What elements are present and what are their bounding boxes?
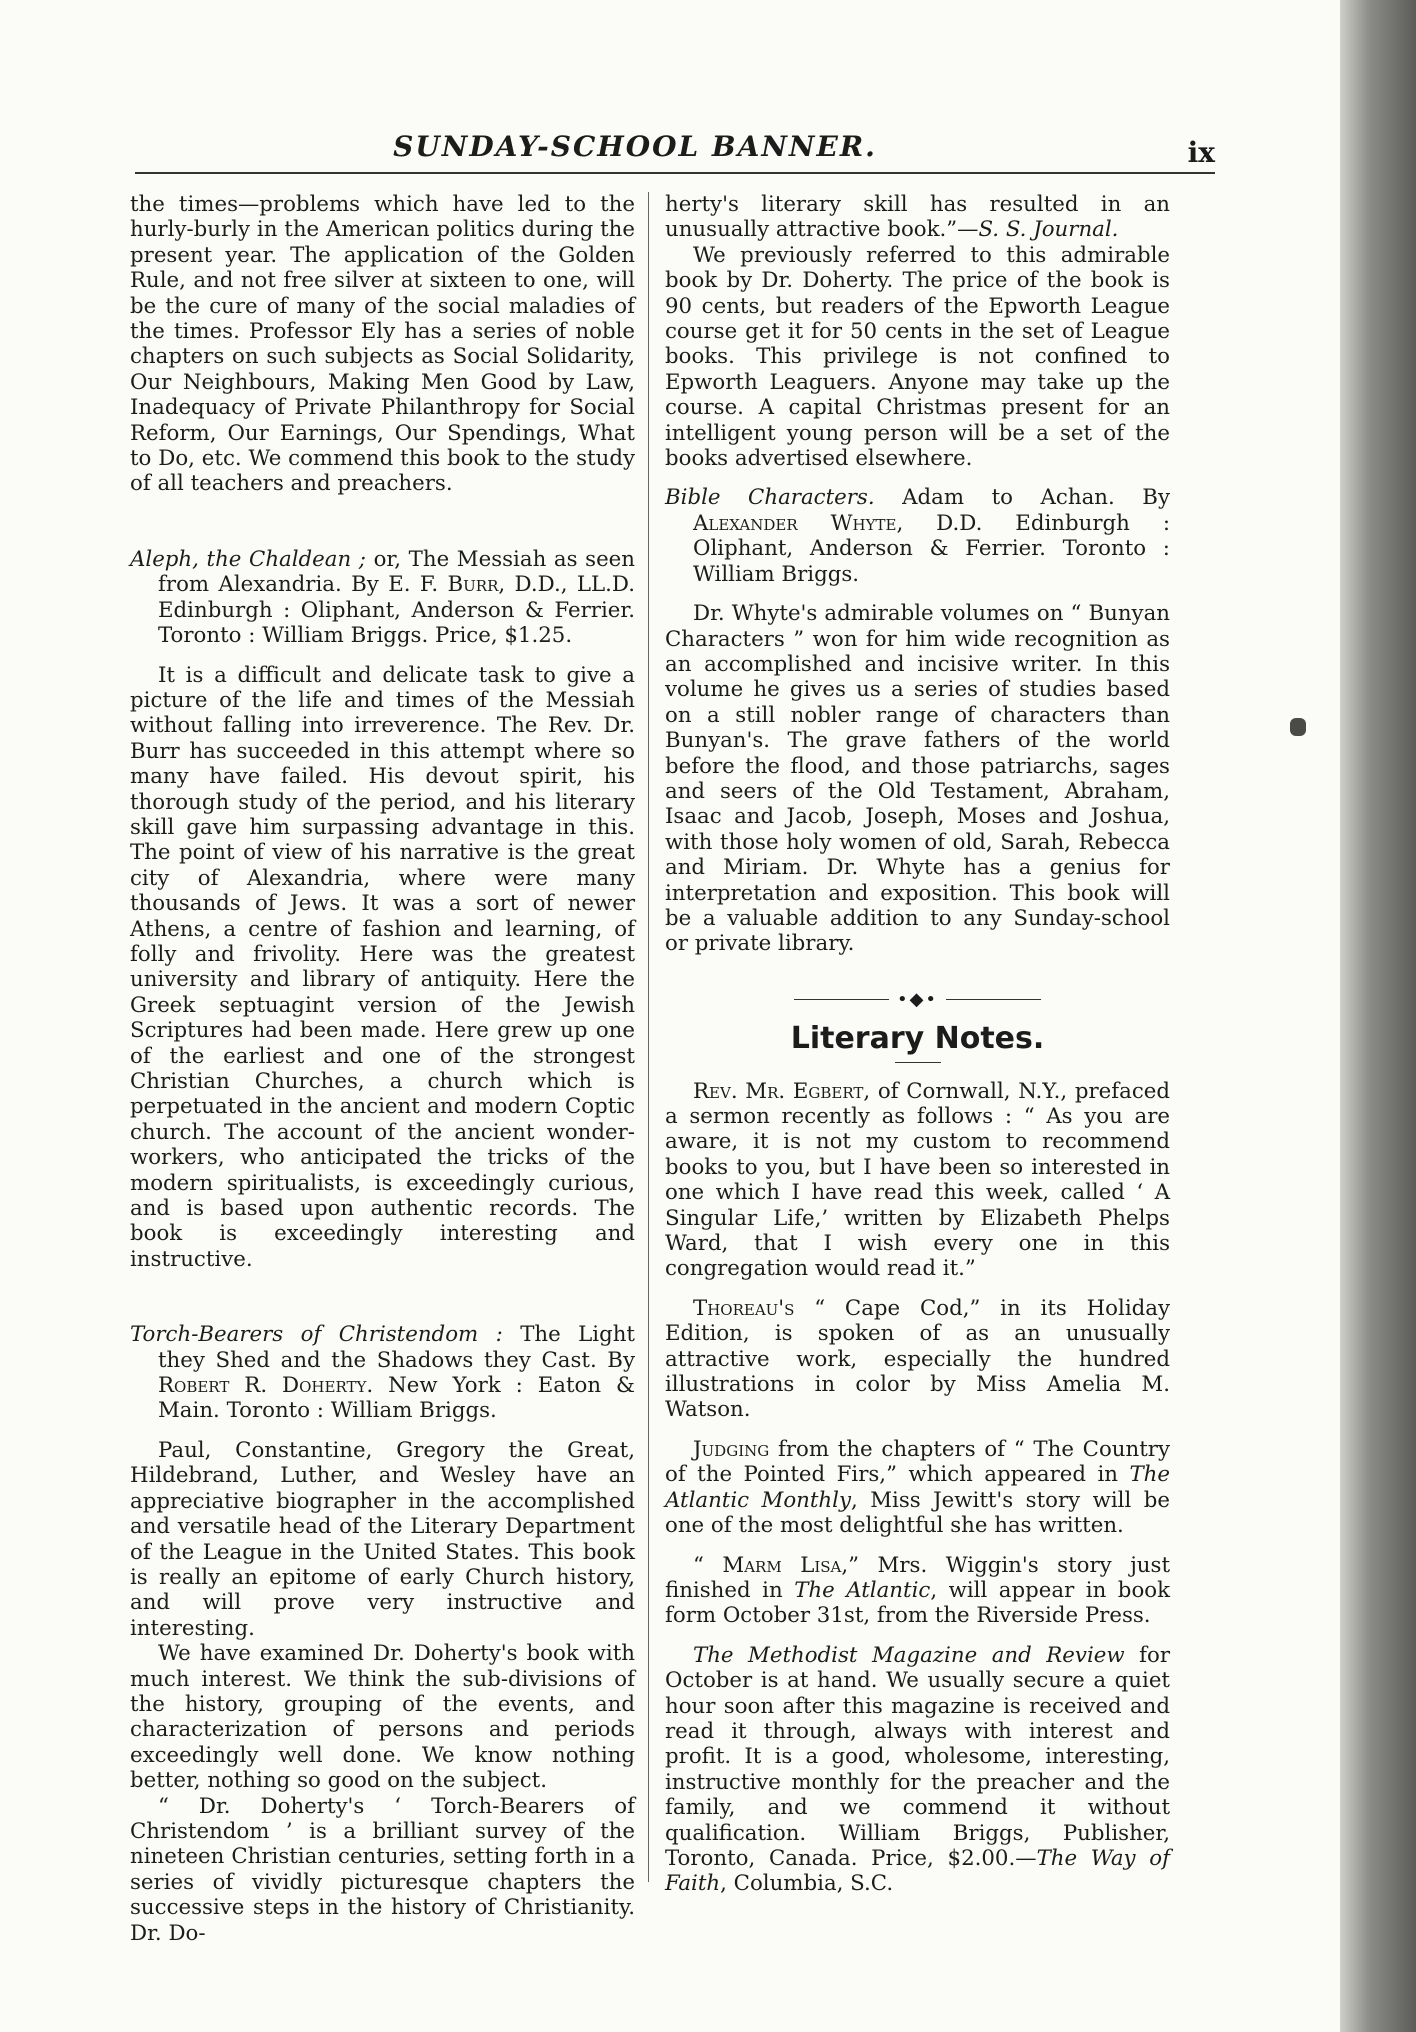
paragraph: We previously referred to this admirable book by Dr. Doherty. The price of the book is 90 cents, but readers of the Epworth League course get it for 50 cents in the set of League books. This privilege is not confined to Epworth Leaguers. Anyone may take up the course. A capital Christmas present for an intelligent young person will be a set of the books advertised elsewhere. (665, 242, 1170, 472)
book-citation-bible: Bible Characters. Adam to Achan. By Alexander Whyte, D.D. Edinburgh : Oliphant, Anderson & Ferrier. Toronto : William Briggs. (665, 485, 1171, 587)
author-name: Robert R. Doherty (158, 1373, 367, 1399)
paragraph: Dr. Whyte's admirable volumes on “ Bunyan Characters ” won for him wide recognition as an accomplished and incisive writer. In this volume he gives us a series of studies based on a still nobler range of characters than Bunyan's. The grave fathers of the world before the flood, and those patriarchs, sages and seers of the Old Testament, Abraham, Isaac and Jacob, Joseph, Moses and Joshua, with those holy women of old, Sarah, Rebecca and Miriam. Dr. Whyte has a genius for interpretation and exposition. This book will be a valuable addition to any Sunday-school or private library. (665, 601, 1170, 957)
right-column (665, 192, 1170, 1897)
note-paragraph: Thoreau's “ Cape Cod,” in its Holiday Edition, is spoken of as an unusually attractive work, especially the hundred illustrations in color by Miss Amelia M. Watson. (665, 1295, 1170, 1423)
source-name: S. S. Journal. (978, 217, 1119, 243)
book-citation-aleph: Aleph, the Chaldean ; or, The Messiah as seen from Alexandria. By E. F. Burr, D.D., LL.D. Edinburgh : Oliphant, Anderson & Ferrier. Toronto : William Briggs. Price, $1.25. (130, 546, 635, 649)
header-rule (135, 172, 1215, 174)
author-name: Burr (447, 572, 499, 598)
paragraph: Paul, Constantine, Gregory the Great, Hildebrand, Luther, and Wesley have an appreciative biographer in the accomplished and versatile head of the Literary Department of the League in the United States. This book is really an epitome of early Church history, and will prove very instructive and interesting. (130, 1437, 635, 1641)
running-title: SUNDAY-SCHOOL BANNER. (393, 130, 877, 163)
page-number: ix (1187, 136, 1215, 169)
book-title: Bible Characters. (665, 485, 875, 511)
note-paragraph: “ Marm Lisa,” Mrs. Wiggin's story just finished in The Atlantic, will appear in book form October 31st, from the Riverside Press. (665, 1552, 1171, 1629)
scan-mark (1290, 718, 1306, 736)
left-column (130, 192, 635, 1946)
note-paragraph: The Methodist Magazine and Review for October is at hand. We usually secure a quiet hour soon after this magazine is received and read it through, always with interest and profit. It is a good, wholesome, interesting, instructive monthly for the preacher and the family, and we commend it without qualification. William Briggs, Publisher, Toronto, Canada. Price, $2.00.—The Way of Faith, Columbia, S.C. (665, 1642, 1170, 1897)
note-paragraph: Judging from the chapters of “ The Country of the Pointed Firs,” which appeared in The Atlantic Monthly, Miss Jewitt's story will be one of the most delightful she has written. (665, 1436, 1170, 1539)
paragraph: herty's literary skill has resulted in an unusually attractive book.”—S. S. Journal. (665, 192, 1170, 243)
book-title: Torch-Bearers of Christendom : (130, 1322, 503, 1348)
title-underline (895, 1062, 941, 1063)
book-title: Aleph, the Chaldean ; (130, 546, 366, 572)
section-title: Literary Notes. (790, 1021, 1045, 1057)
paragraph: We have examined Dr. Doherty's book with much interest. We think the sub-divisions of the history, grouping of the events, and characterization of persons and periods exceedingly well done. We know nothing better, nothing so good on the subject. (130, 1641, 635, 1794)
ornament-divider: •◆• (665, 987, 1170, 1012)
author-name: Alexander Whyte (693, 510, 897, 536)
paragraph: “ Dr. Doherty's ‘ Torch-Bearers of Christendom ’ is a brilliant survey of the nineteen Christian centuries, setting forth in a series of vividly picturesque chapters the successive steps in the history of Christianity. Dr. Do- (130, 1793, 635, 1946)
book-citation-torch: Torch-Bearers of Christendom : The Light they Shed and the Shadows they Cast. By Robert R. Doherty. New York : Eaton & Main. Toronto : William Briggs. (130, 1322, 635, 1424)
note-paragraph: Rev. Mr. Egbert, of Cornwall, N.Y., prefaced a sermon recently as follows : “ As you are aware, it is not my custom to recommend books to you, but I have been so interested in one which I have read this week, called ‘ A Singular Life,’ written by Elizabeth Phelps Ward, that I wish every one in this congregation would read it.” (665, 1078, 1170, 1282)
column-divider (648, 192, 649, 1882)
paragraph: the times—problems which have led to the hurly-burly in the American politics during the present year. The application of the Golden Rule, and not free silver at sixteen to one, will be the cure of many of the social maladies of the times. Professor Ely has a series of noble chapters on such subjects as Social Solidarity, Our Neighbours, Making Men Good by Law, Inadequacy of Private Philanthropy for Social Reform, Our Earnings, Our Spendings, What to Do, etc. We commend this book to the study of all teachers and preachers. (130, 192, 635, 497)
paragraph: It is a difficult and delicate task to give a picture of the life and times of the Messiah without falling into irreverence. The Rev. Dr. Burr has succeeded in this attempt where so many have failed. His devout spirit, his thorough study of the period, and his literary skill gave him surpassing advantage in this. The point of view of his narrative is the great city of Alexandria, where were many thousands of Jews. It was a sort of newer Athens, a centre of fashion and learning, of folly and frivolity. Here was the greatest university and library of antiquity. Here the Greek septuagint version of the Jewish Scriptures had been made. Here grew up one of the earliest and one of the strongest Christian Churches, a church which is perpetuated in the ancient and modern Coptic church. The account of the ancient wonder-workers, who anticipated the tricks of the modern spiritualists, is exceedingly curious, and is based upon authentic records. The book is exceedingly interesting and instructive. (130, 662, 635, 1272)
page-edge-shadow (1340, 0, 1416, 2032)
